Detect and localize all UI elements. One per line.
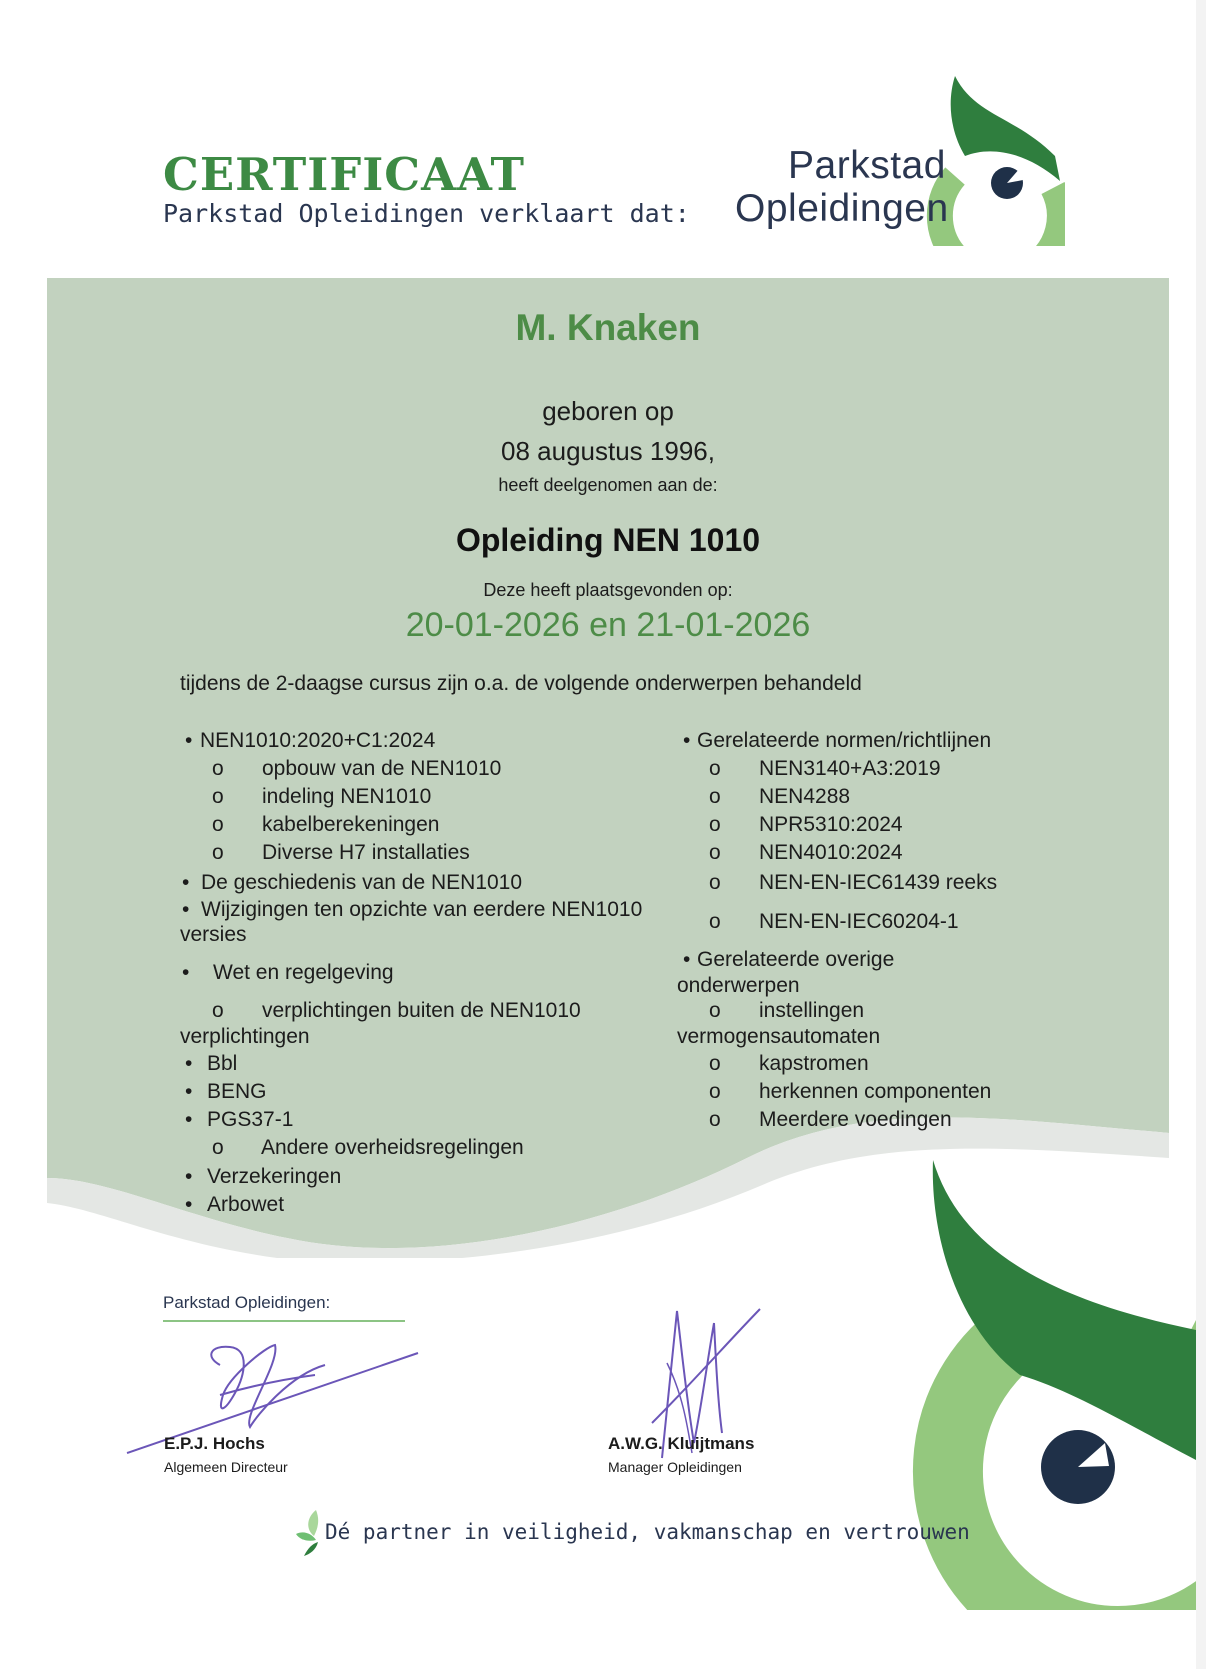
sub-marker: o: [709, 1108, 721, 1131]
sub-marker: o: [212, 785, 224, 808]
bullet-marker: •: [182, 871, 190, 894]
topic-subitem: NEN3140+A3:2019: [759, 757, 941, 780]
sub-marker: o: [709, 871, 721, 894]
signer2-role: Manager Opleidingen: [608, 1459, 742, 1475]
bullet-marker: •: [185, 1165, 193, 1188]
topic-item-continued: onderwerpen: [677, 974, 800, 997]
topic-subitem: Meerdere voedingen: [759, 1108, 952, 1131]
topic-item-continued: versies: [180, 923, 247, 946]
topic-item: De geschiedenis van de NEN1010: [201, 871, 523, 894]
page-edge: [1196, 0, 1206, 1669]
topics-intro: tijdens de 2-daagse cursus zijn o.a. de volgende onderwerpen behandeld: [180, 672, 862, 695]
topic-subitem: verplichtingen buiten de NEN1010: [262, 999, 581, 1022]
topic-subitem: kabelberekeningen: [262, 813, 440, 836]
topic-item: Verzekeringen: [207, 1165, 342, 1188]
bullet-marker: •: [185, 1108, 193, 1131]
sub-marker: o: [709, 757, 721, 780]
topic-subitem: Diverse H7 installaties: [262, 841, 470, 864]
sub-marker: o: [212, 813, 224, 836]
topic-subitem: instellingen: [759, 999, 865, 1022]
born-label: geboren op: [542, 396, 674, 426]
topic-item: Bbl: [207, 1052, 238, 1075]
sub-marker: o: [709, 813, 721, 836]
topic-subitem: opbouw van de NEN1010: [262, 757, 502, 780]
sub-marker: o: [212, 1136, 224, 1159]
certificate-subtitle: Parkstad Opleidingen verklaart dat:: [163, 199, 690, 228]
signature-divider: [163, 1320, 405, 1322]
sub-marker: o: [709, 999, 721, 1022]
participated-label: heeft deelgenomen aan de:: [498, 475, 718, 495]
bullet-marker: •: [185, 1193, 193, 1216]
topic-item: Gerelateerde overige: [697, 948, 895, 971]
bullet-marker: •: [185, 1080, 193, 1103]
bullet-marker: •: [182, 961, 190, 984]
topic-item: Wijzigingen ten opzichte van eerdere NEN1010: [201, 898, 643, 921]
topic-item: Wet en regelgeving: [213, 961, 394, 984]
footer-tagline: Dé partner in veiligheid, vakmanschap en vertrouwen: [325, 1520, 970, 1544]
bullet-marker: •: [683, 729, 691, 752]
sub-marker: o: [709, 841, 721, 864]
bullet-marker: •: [185, 1052, 193, 1075]
signer2-name: A.W.G. Kluijtmans: [608, 1434, 755, 1453]
course-dates: 20-01-2026 en 21-01-2026: [405, 606, 811, 644]
topic-item: NEN1010:2020+C1:2024: [200, 729, 436, 752]
sub-marker: o: [709, 1080, 721, 1103]
topic-item: BENG: [207, 1080, 267, 1103]
sub-marker: o: [709, 1052, 721, 1075]
bullet-marker: •: [182, 898, 190, 921]
signer1-role: Algemeen Directeur: [164, 1459, 288, 1475]
bullet-marker: •: [683, 948, 691, 971]
sub-marker: o: [212, 841, 224, 864]
sub-marker: o: [709, 785, 721, 808]
topic-item: Gerelateerde normen/richtlijnen: [697, 729, 992, 752]
leaf-icon: [294, 1508, 322, 1558]
topic-subitem: NEN4010:2024: [759, 841, 903, 864]
birth-date: 08 augustus 1996,: [501, 436, 715, 466]
signer1-name: E.P.J. Hochs: [164, 1434, 265, 1453]
participant-name: M. Knaken: [515, 307, 701, 348]
logo-line2: Opleidingen: [735, 187, 949, 230]
sub-marker: o: [709, 910, 721, 933]
sub-marker: o: [212, 757, 224, 780]
signature-company-label: Parkstad Opleidingen:: [163, 1293, 331, 1312]
topic-subitem: NPR5310:2024: [759, 813, 903, 836]
topic-subitem: indeling NEN1010: [262, 785, 432, 808]
topic-subitem: NEN4288: [759, 785, 851, 808]
held-label: Deze heeft plaatsgevonden op:: [483, 580, 733, 600]
topic-subitem: kapstromen: [759, 1052, 869, 1075]
topic-subitem: herkennen componenten: [759, 1080, 992, 1103]
parkstad-logo: [725, 76, 1065, 246]
sub-marker: o: [212, 999, 224, 1022]
course-title: Opleiding NEN 1010: [455, 522, 761, 558]
topic-item: Arbowet: [207, 1193, 285, 1216]
bullet-marker: •: [185, 729, 193, 752]
topic-item: PGS37-1: [207, 1108, 294, 1131]
topic-subitem: Andere overheidsregelingen: [261, 1136, 524, 1159]
topic-subitem-continued: vermogensautomaten: [677, 1025, 881, 1048]
topic-subitem: NEN-EN-IEC60204-1: [759, 910, 959, 933]
topic-subitem: NEN-EN-IEC61439 reeks: [759, 871, 998, 894]
logo-line1: Parkstad: [788, 144, 946, 187]
certificate-title: CERTIFICAAT: [163, 148, 525, 201]
topic-subitem-continued: verplichtingen: [180, 1025, 310, 1048]
